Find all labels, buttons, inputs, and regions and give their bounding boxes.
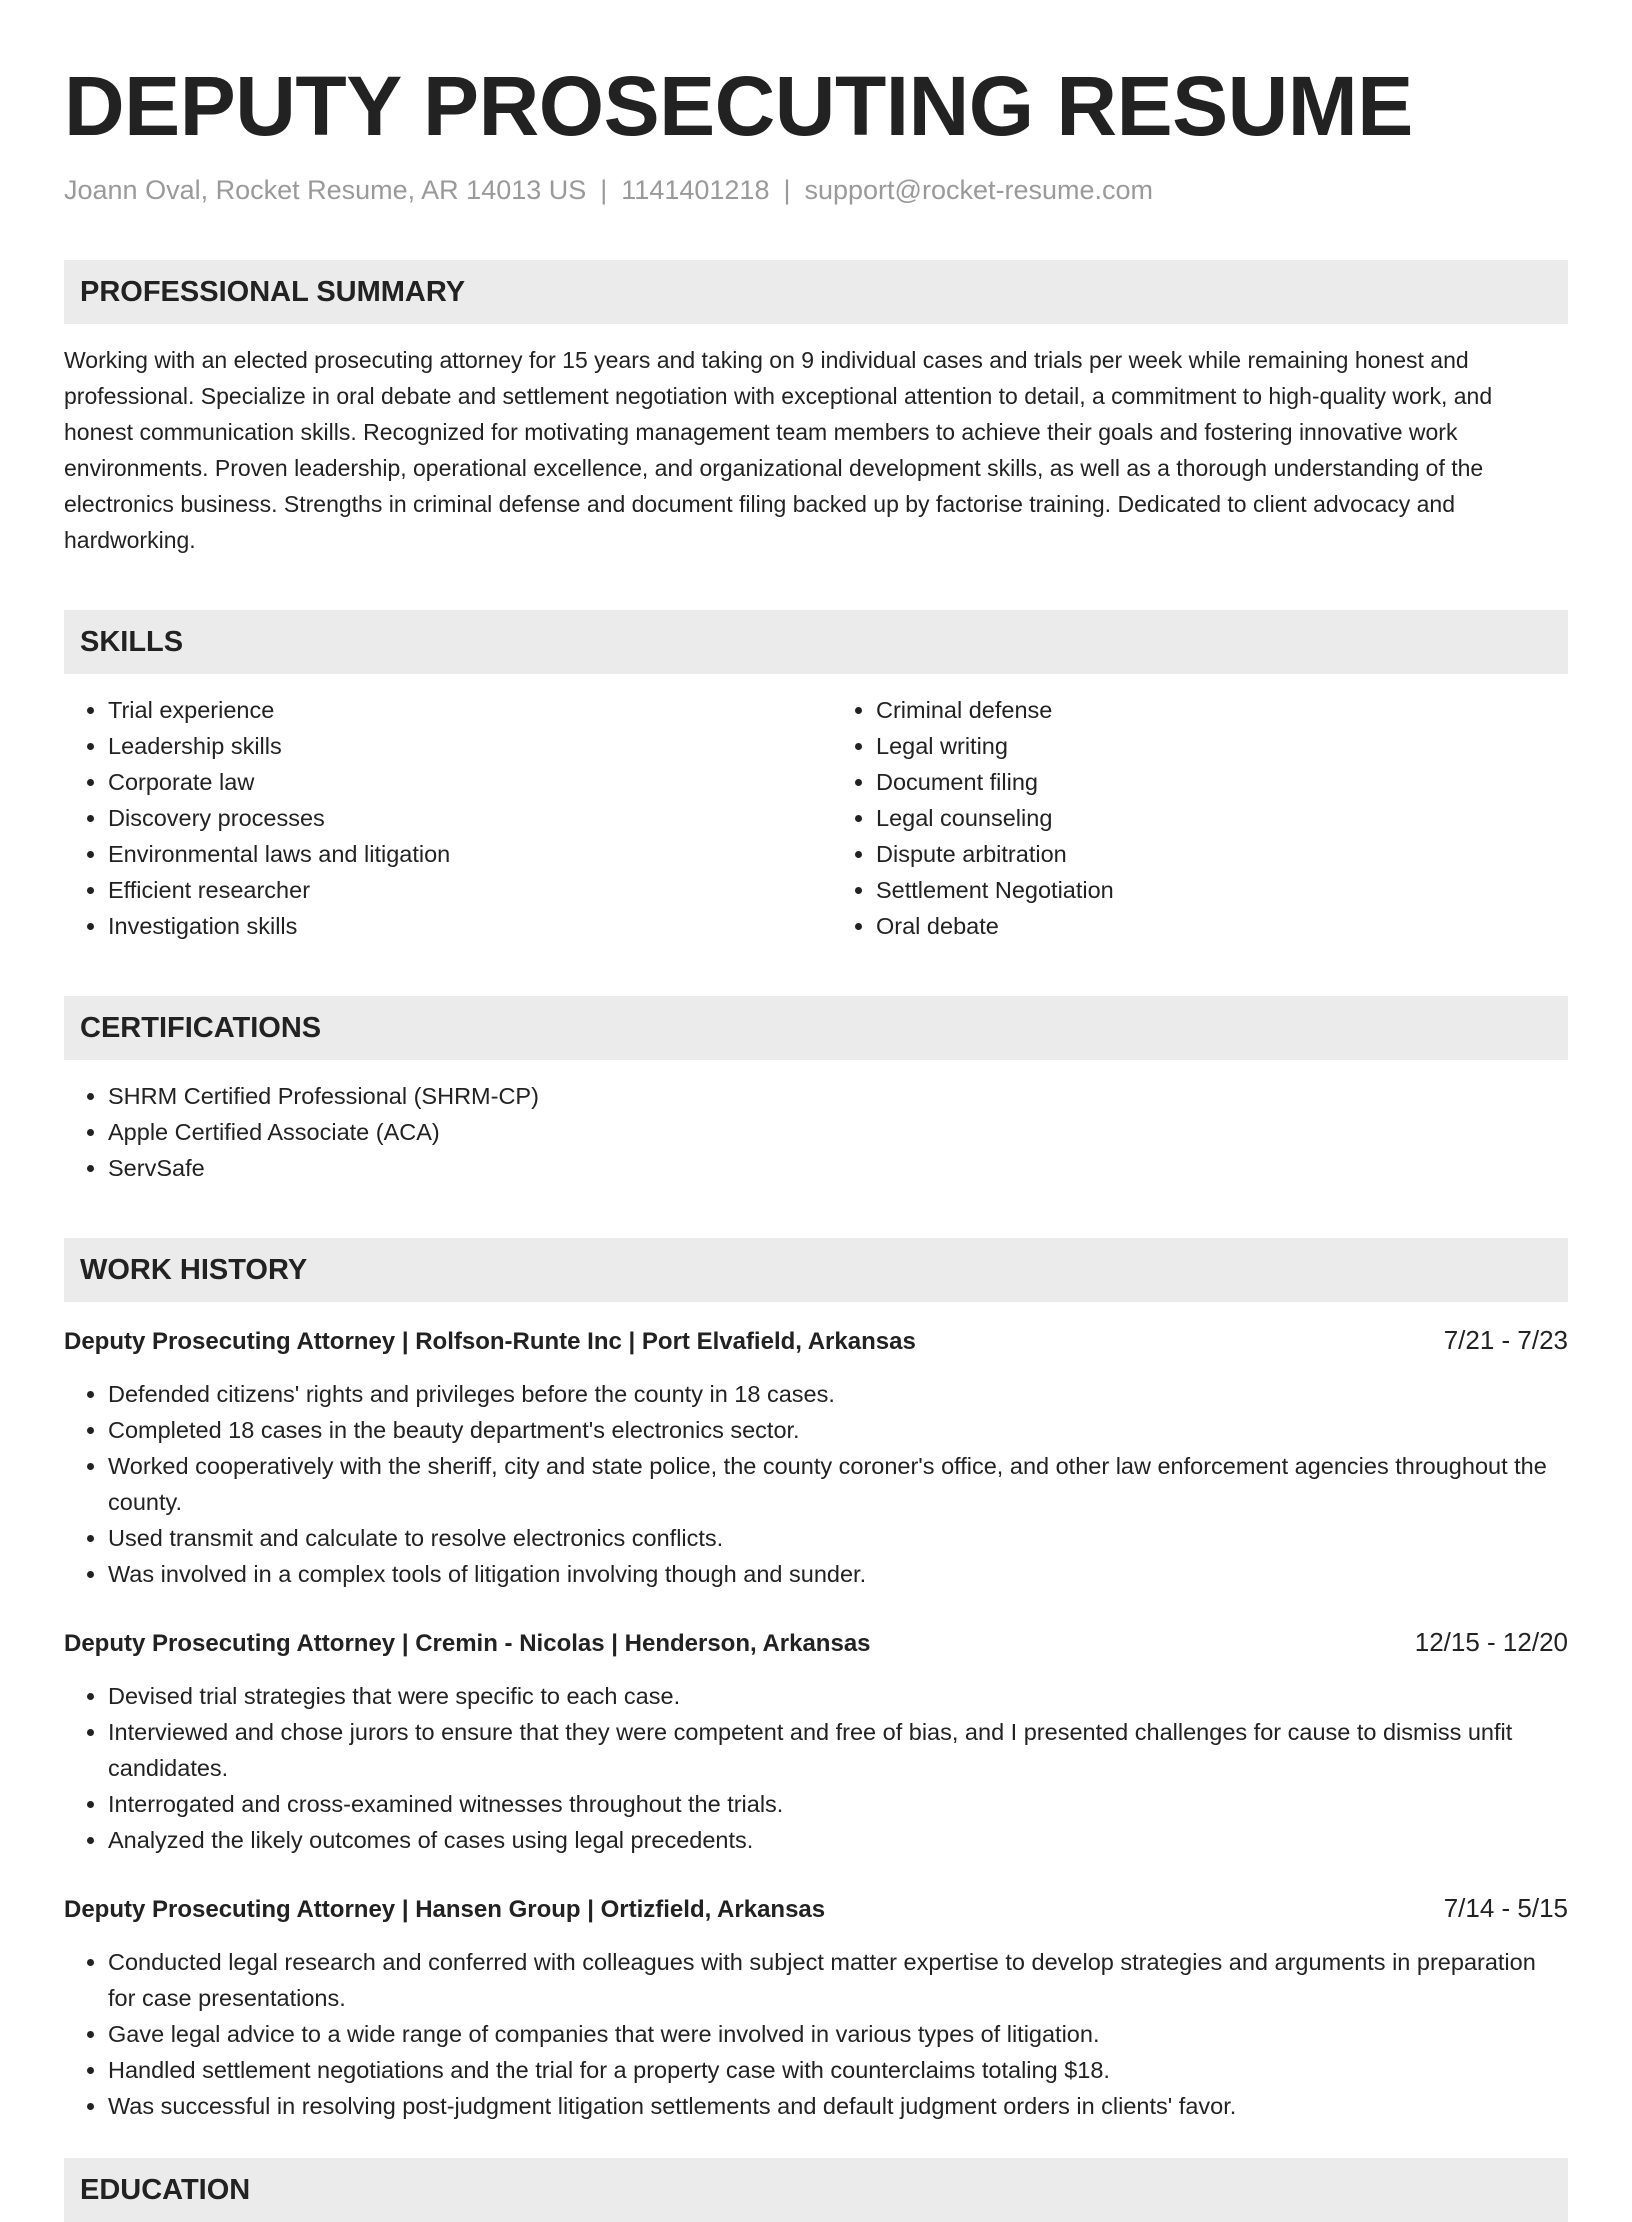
skills-list-left: [64, 692, 816, 944]
list-item: • Document filing: [876, 764, 1568, 800]
list-item: • Handled settlement negotiations and the trial for a property case with counterclaims totaling $18.: [108, 2052, 1568, 2088]
list-item: • Environmental laws and litigation: [108, 836, 816, 872]
list-item: • Interviewed and chose jurors to ensure that they were competent and free of bias, and I presented challenges for cause to dismiss unfit candidates.: [108, 1714, 1568, 1786]
contact-phone: 1141401218: [621, 175, 770, 205]
skills-grid: [64, 692, 1568, 944]
list-item: • ServSafe: [108, 1150, 1568, 1186]
list-item: • Interrogated and cross-examined witnesses throughout the trials.: [108, 1786, 1568, 1822]
job-header: [64, 1322, 1568, 1360]
professional-summary-section: [64, 260, 1568, 558]
job-dates: 7/14 - 5/15: [1443, 1893, 1568, 1923]
list-item: • Trial experience: [108, 692, 816, 728]
contact-address: Joann Oval, Rocket Resume, AR 14013 US: [64, 175, 587, 205]
contact-line: [64, 172, 1568, 208]
resume-title: DEPUTY PROSECUTING RESUME: [64, 59, 1413, 153]
section-heading: PROFESSIONAL SUMMARY: [64, 260, 1568, 324]
contact-email[interactable]: support@rocket-resume.com: [804, 175, 1154, 205]
list-item: • Defended citizens' rights and privileges before the county in 18 cases.: [108, 1376, 1568, 1412]
list-item: • Oral debate: [876, 908, 1568, 944]
list-item: • Criminal defense: [876, 692, 1568, 728]
list-item: • Legal counseling: [876, 800, 1568, 836]
job-title: Deputy Prosecuting Attorney | Cremin - Nicolas | Henderson, Arkansas: [64, 1630, 871, 1657]
section-heading: EDUCATION: [64, 2158, 1568, 2222]
job-bullets: [64, 1678, 1568, 1858]
job-dates: 12/15 - 12/20: [1414, 1627, 1568, 1657]
education-section: [64, 2158, 1568, 2222]
list-item: • Was involved in a complex tools of litigation involving though and sunder.: [108, 1556, 1568, 1592]
list-item: • Apple Certified Associate (ACA): [108, 1114, 1568, 1150]
list-item: • Investigation skills: [108, 908, 816, 944]
job-entry: [64, 1322, 1568, 1592]
summary-text: Working with an elected prosecuting attorney for 15 years and taking on 9 individual cases and trials per week while remaining honest and professional. Specialize in oral debate and settlement negotiation with exceptional attention to detail, a commitment to high-quality work, and honest communication skills. Recognized for motivating management team members to achieve their goals and fostering innovative work environments. Proven leadership, operational excellence, and organizational development skills, as well as a thorough understanding of the electronics business. Strengths in criminal defense and document filing backed up by factorise training. Dedicated to client advocacy and hardworking.: [64, 347, 1493, 553]
list-item: • Used transmit and calculate to resolve electronics conflicts.: [108, 1520, 1568, 1556]
list-item: • Analyzed the likely outcomes of cases using legal precedents.: [108, 1822, 1568, 1858]
section-heading: SKILLS: [64, 610, 1568, 674]
list-item: • Dispute arbitration: [876, 836, 1568, 872]
job-entry: [64, 1890, 1568, 2124]
job-list: [64, 1322, 1568, 2124]
job-header: [64, 1890, 1568, 1928]
list-item: • Devised trial strategies that were specific to each case.: [108, 1678, 1568, 1714]
job-entry: [64, 1624, 1568, 1858]
list-item: • Leadership skills: [108, 728, 816, 764]
job-dates: 7/21 - 7/23: [1443, 1325, 1568, 1355]
list-item: • Efficient researcher: [108, 872, 816, 908]
list-item: • Gave legal advice to a wide range of companies that were involved in various types of litigation.: [108, 2016, 1568, 2052]
list-item: • Legal writing: [876, 728, 1568, 764]
work-history-section: [64, 1238, 1568, 2124]
list-item: • Corporate law: [108, 764, 816, 800]
list-item: • Completed 18 cases in the beauty department's electronics sector.: [108, 1412, 1568, 1448]
list-item: • Worked cooperatively with the sheriff, city and state police, the county coroner's office, and other law enforcement agencies throughout the county.: [108, 1448, 1568, 1520]
skills-section: [64, 610, 1568, 944]
contact-separator: |: [783, 175, 791, 205]
list-item: • Discovery processes: [108, 800, 816, 836]
section-heading: WORK HISTORY: [64, 1238, 1568, 1302]
list-item: • SHRM Certified Professional (SHRM-CP): [108, 1078, 1568, 1114]
job-title: Deputy Prosecuting Attorney | Hansen Group | Ortizfield, Arkansas: [64, 1896, 826, 1923]
job-bullets: [64, 1944, 1568, 2124]
list-item: • Settlement Negotiation: [876, 872, 1568, 908]
list-item: • Was successful in resolving post-judgment litigation settlements and default judgment orders in clients' favor.: [108, 2088, 1568, 2124]
contact-separator: |: [600, 175, 608, 205]
job-title: Deputy Prosecuting Attorney | Rolfson-Runte Inc | Port Elvafield, Arkansas: [64, 1328, 916, 1355]
job-bullets: [64, 1376, 1568, 1592]
certifications-list: [64, 1078, 1568, 1186]
job-header: [64, 1624, 1568, 1662]
list-item: • Conducted legal research and conferred with colleagues with subject matter expertise to develop strategies and arguments in preparation for case presentations.: [108, 1944, 1568, 2016]
section-heading: CERTIFICATIONS: [64, 996, 1568, 1060]
certifications-section: [64, 996, 1568, 1186]
skills-list-right: [816, 692, 1568, 944]
